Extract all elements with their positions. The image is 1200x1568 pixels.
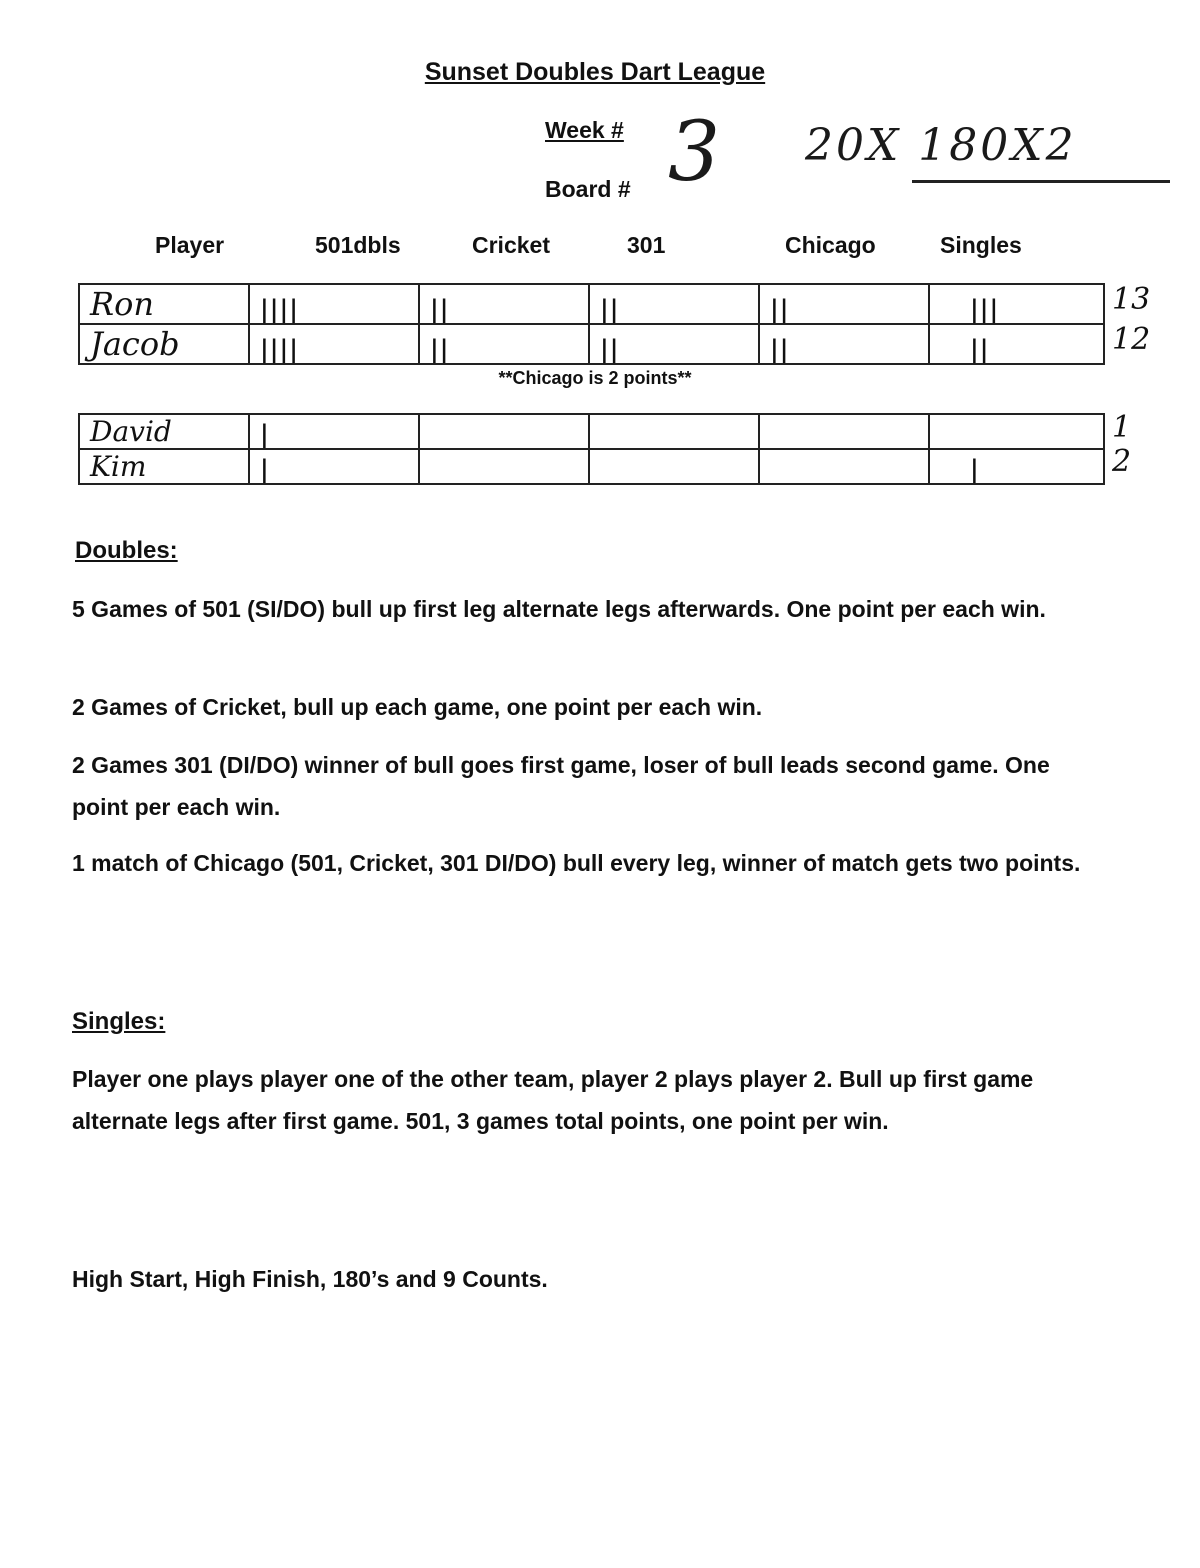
tally-cricket: || [419, 284, 589, 324]
chicago-note: **Chicago is 2 points** [498, 368, 692, 388]
tally-301: || [589, 284, 759, 324]
col-301: 301 [627, 232, 666, 258]
table-row [79, 449, 1104, 484]
tally-501dbls: |||| [249, 324, 419, 364]
doubles-rule-chicago: 1 match of Chicago (501, Cricket, 301 DI/DO) bull every leg, winner of match gets two points. [72, 850, 1081, 876]
doubles-heading: Doubles: [75, 537, 178, 564]
tally-chicago: || [759, 324, 929, 364]
tally-501dbls: | [249, 414, 419, 449]
team2-score-table [78, 413, 1105, 485]
footer-note: High Start, High Finish, 180’s and 9 Counts. [72, 1266, 548, 1292]
doubles-rule-cricket: 2 Games of Cricket, bull up each game, one point per each win. [72, 694, 763, 720]
tally-cricket: || [419, 324, 589, 364]
week-label: Week # [545, 117, 624, 143]
singles-heading: Singles: [72, 1008, 166, 1035]
col-chicago: Chicago [785, 232, 876, 258]
col-player: Player [155, 232, 225, 258]
table-row [79, 414, 1104, 449]
league-title: Sunset Doubles Dart League [424, 58, 766, 86]
team2-row2-total: 2 [1112, 444, 1132, 479]
team1-row1-total: 13 [1112, 282, 1151, 317]
team1-score-table [78, 283, 1105, 365]
col-singles: Singles [940, 232, 1022, 258]
col-501dbls: 501dbls [315, 232, 401, 258]
tally-501dbls: |||| [249, 284, 419, 324]
player-name: Kim [79, 449, 249, 484]
tally-cricket [419, 414, 589, 449]
tally-singles: || [929, 324, 1104, 364]
tally-singles [929, 414, 1104, 449]
doubles-rule-501: 5 Games of 501 (SI/DO) bull up first leg alternate legs afterwards. One point per each win. [72, 596, 1046, 622]
week-number: 3 [668, 105, 721, 200]
tally-301 [589, 414, 759, 449]
tally-cricket [419, 449, 589, 484]
doubles-rule-301: 2 Games 301 (DI/DO) winner of bull goes first game, loser of bull leads second game. One point per each win. [72, 752, 1050, 820]
team2-row1-total: 1 [1112, 410, 1132, 445]
tally-chicago [759, 449, 929, 484]
player-name: Jacob [79, 324, 249, 364]
board-label: Board # [545, 176, 631, 202]
tally-singles: | [929, 449, 1104, 484]
col-cricket: Cricket [472, 232, 550, 258]
handwritten-underline [912, 180, 1170, 183]
player-name: David [79, 414, 249, 449]
tally-singles: ||| [929, 284, 1104, 324]
player-name: Ron [79, 284, 249, 324]
tally-301 [589, 449, 759, 484]
team1-row2-total: 12 [1112, 322, 1151, 357]
table-row [79, 284, 1104, 324]
singles-rule: Player one plays player one of the other team, player 2 plays player 2. Bull up first game alternate legs after first game. 501, 3 games total points, one point per win. [72, 1066, 1034, 1134]
tally-301: || [589, 324, 759, 364]
tally-chicago: || [759, 284, 929, 324]
tally-chicago [759, 414, 929, 449]
table-row [79, 324, 1104, 364]
tally-501dbls: | [249, 449, 419, 484]
handwritten-note: 20X 180X2 [805, 120, 1077, 171]
